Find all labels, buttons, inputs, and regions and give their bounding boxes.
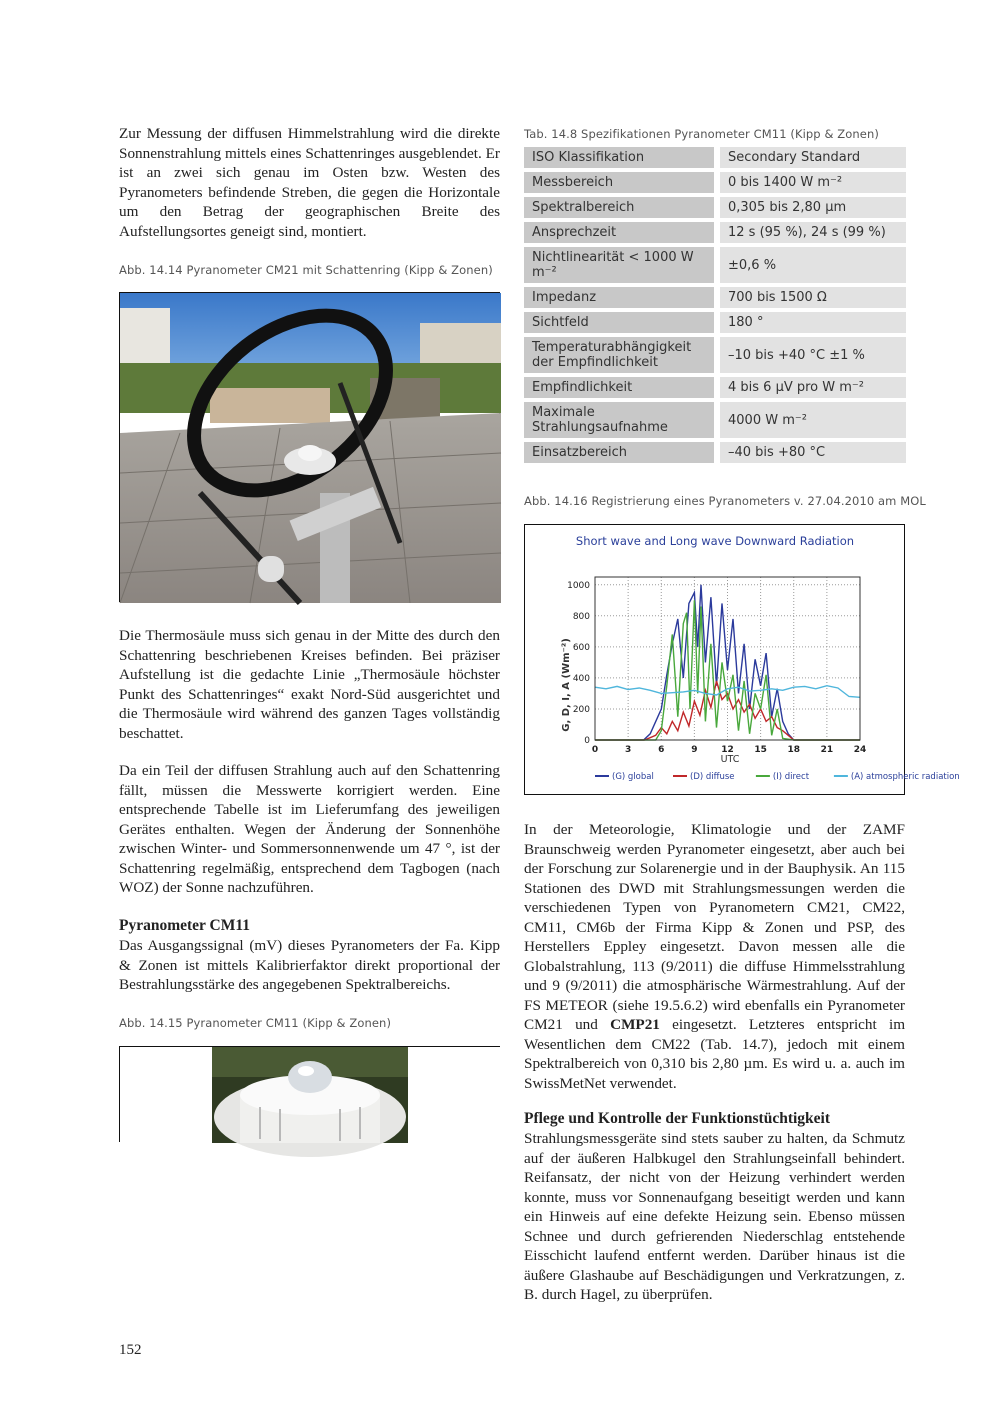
chart-legend-label: (G) global: [612, 772, 654, 782]
radiation-chart: [524, 524, 960, 795]
table-row: [524, 222, 906, 243]
usage-paragraph: [524, 820, 905, 1093]
spec-value: 0 bis 1400 W m⁻²: [714, 172, 906, 193]
cm11-photo-svg: [120, 1047, 501, 1143]
spec-value: 4000 W m⁻²: [714, 402, 906, 438]
chart-legend: [595, 772, 960, 782]
figure-14-15-caption: Abb. 14.15 Pyranometer CM11 (Kipp & Zonen): [119, 1016, 392, 1030]
table-row: [524, 147, 906, 168]
chart-series-group: [595, 585, 860, 740]
chart-x-tick-label: 0: [591, 745, 599, 755]
chart-x-tick-label: 15: [754, 745, 767, 755]
spec-key: Maximale Strahlungsaufnahme: [524, 402, 714, 438]
chart-axes: [567, 577, 866, 755]
chart-x-tick-label: 24: [853, 745, 867, 755]
thermopile-paragraph: Die Thermosäule muss sich genau in der Mitte des durch den Schattenring beschriebenen Kreises befinden. Bei präziser Aufstellung ist die gedachte Linie „Thermosäule höchster Punkt des Schattenringes“ exakt Nord-Süd ausgerichtet und die Thermosäule wird während des ganzen Tages vollständig beschattet.: [119, 627, 500, 742]
usage-text: In der Meteorologie, Klimatologie und der ZAMF Braunschweig werden Pyranometer eingesetzt, aber auch bei der Forschung zur Solarenergie und in der Bauphysik. An 115 Stationen des DWD mit Strahlungsmessungen werden die verschiedenen Typen von Pyranometern CM21, CM22, CM11, CM6b der Firma Kipp & Zonen und PSP, des Herstellers Eppley eingesetzt. Davon messen alle die Globalstrahlung, 113 (9/2011) die diffuse Himmelsstrahlung und 9 (9/2011) die atmosphärische Wärmestrahlung. Auf der FS METEOR (siehe 19.5.6.2) wird ebenfalls ein Pyranometer CM21 und: [524, 821, 905, 1033]
chart-y-label: G, D, I, A (Wm⁻²): [561, 638, 572, 732]
spec-key: Messbereich: [524, 172, 714, 193]
table-row: [524, 172, 906, 193]
table-row: [524, 197, 906, 218]
table-row: [524, 442, 906, 463]
chart-y-tick-label: 400: [572, 673, 590, 684]
table-caption: Tab. 14.8 Spezifikationen Pyranometer CM11 (Kipp & Zonen): [524, 127, 879, 141]
spec-value: 180 °: [714, 312, 906, 333]
chart-x-tick-label: 12: [721, 745, 734, 755]
chart-y-tick-label: 800: [572, 611, 590, 622]
page-number: 152: [119, 1342, 142, 1358]
usage-text-end: eingesetzt. Letzteres entspricht im Wesentlichen dem CM22 (Tab. 14.7), jedoch mit einem Spektralbereich von 0,310 bis 2,80 µm. Es wird u. a. auch im SwissMetNet verwendet.: [524, 1016, 906, 1092]
spec-value: Secondary Standard: [714, 147, 906, 168]
spec-value: 4 bis 6 µV pro W m⁻²: [714, 377, 906, 398]
chart-series-line: [595, 681, 860, 740]
chart-series-line: [595, 585, 860, 740]
chart-y-tick-label: 0: [584, 736, 590, 746]
chart-title: Short wave and Long wave Downward Radiation: [575, 534, 855, 548]
table-row: [524, 402, 906, 438]
table-row: [524, 337, 906, 373]
radiation-chart-svg: [525, 525, 960, 793]
chart-legend-label: (I) direct: [772, 772, 810, 782]
figure-14-14-caption: Abb. 14.14 Pyranometer CM21 mit Schattenring (Kipp & Zonen): [119, 263, 493, 277]
correction-paragraph: Da ein Teil der diffusen Strahlung auch auf den Schattenring fällt, müssen die Messwerte korrigiert werden. Eine entsprechende Tabelle ist im Lieferumfang des jeweiligen Gerätes enthalten. Wegen der Änderung der Sonnenhöhe zwischen Winter- und Sommersonnenwende um 47 °, ist der Schattenring regelmäßig, entsprechend dem Tagbogen (nach WOZ) der Sonne nachzuführen.: [119, 762, 500, 896]
figure-14-16-caption: Abb. 14.16 Registrierung eines Pyranometers v. 27.04.2010 am MOL: [524, 494, 926, 508]
cm11-heading: Pyranometer CM11: [119, 917, 250, 934]
chart-x-tick-label: 6: [658, 745, 665, 755]
chart-x-label: UTC: [720, 754, 740, 765]
spec-key: ISO Klassifikation: [524, 147, 714, 168]
spec-key: Sichtfeld: [524, 312, 714, 333]
spec-value: –10 bis +40 °C ±1 %: [714, 337, 906, 373]
table-row: [524, 287, 906, 308]
spec-value: –40 bis +80 °C: [714, 442, 906, 463]
chart-y-tick-label: 200: [572, 704, 590, 715]
cm11-photo: [119, 1046, 500, 1142]
shadow-ring-photo-svg: [120, 293, 501, 603]
chart-x-tick-label: 21: [820, 745, 834, 755]
spec-key: Nichtlinearität < 1000 W m⁻²: [524, 247, 714, 283]
table-row: [524, 247, 906, 283]
cm11-paragraph: Das Ausgangssignal (mV) dieses Pyranometers der Fa. Kipp & Zonen ist mittels Kalibrierfaktor direkt proportional der Bestrahlungsstärke des angegebenen Spektralbereichs.: [119, 937, 500, 993]
chart-x-tick-label: 3: [624, 745, 632, 755]
spec-key: Temperaturabhängigkeit der Empfindlichkeit: [524, 337, 714, 373]
spec-value: ±0,6 %: [714, 247, 906, 283]
table-row: [524, 377, 906, 398]
spec-key: Empfindlichkeit: [524, 377, 714, 398]
maintenance-paragraph: Strahlungsmessgeräte sind stets sauber zu halten, da Schmutz auf der äußeren Halbkugel den Strahlungseinfall behindert. Reifansatz, der nicht von der Heizung verhindert werden konnte, muss vor Sonnenaufgang beseitigt werden und kann ein Hinweis auf eine defekte Heizung sein. Ebenso müssen Schnee und durch gefrierenden Niederschlag entstehende Eisschicht laufend entfernt werden. Darüber hinaus ist die äußere Glashaube auf Beschädigungen und Verkratzungen, z. B. durch Hagel, zu überprüfen.: [524, 1130, 905, 1303]
spec-value: 0,305 bis 2,80 µm: [714, 197, 906, 218]
spec-value: 12 s (95 %), 24 s (99 %): [714, 222, 906, 243]
intro-paragraph: Zur Messung der diffusen Himmelstrahlung wird die direkte Sonnenstrahlung mittels eines Schattenringes ausgeblendet. Er ist an zwei sich genau im Osten bzw. Westen des Pyranometers befindende Streben, die gegen die Horizontale um den Betrag der geographischen Breite des Aufstellungsortes geneigt sind, montiert.: [119, 125, 500, 240]
spec-value: 700 bis 1500 Ω: [714, 287, 906, 308]
chart-grid: [595, 577, 860, 740]
chart-x-tick-label: 18: [787, 745, 801, 755]
spec-key: Impedanz: [524, 287, 714, 308]
cmp21-bold: CMP21: [610, 1016, 660, 1033]
chart-x-tick-label: 9: [691, 745, 698, 755]
table-row: [524, 312, 906, 333]
spec-key: Spektralbereich: [524, 197, 714, 218]
chart-legend-label: (D) diffuse: [690, 772, 735, 782]
shadow-ring-photo: [119, 292, 500, 602]
maintenance-heading: Pflege und Kontrolle der Funktionstüchtigkeit: [524, 1110, 831, 1127]
spec-key: Ansprechzeit: [524, 222, 714, 243]
spec-table-container: [524, 143, 906, 467]
chart-y-tick-label: 600: [572, 642, 590, 653]
spec-key: Einsatzbereich: [524, 442, 714, 463]
chart-legend-label: (A) atmospheric radiation: [850, 772, 960, 782]
spec-table: [524, 143, 906, 467]
chart-y-tick-label: 1000: [567, 580, 590, 591]
